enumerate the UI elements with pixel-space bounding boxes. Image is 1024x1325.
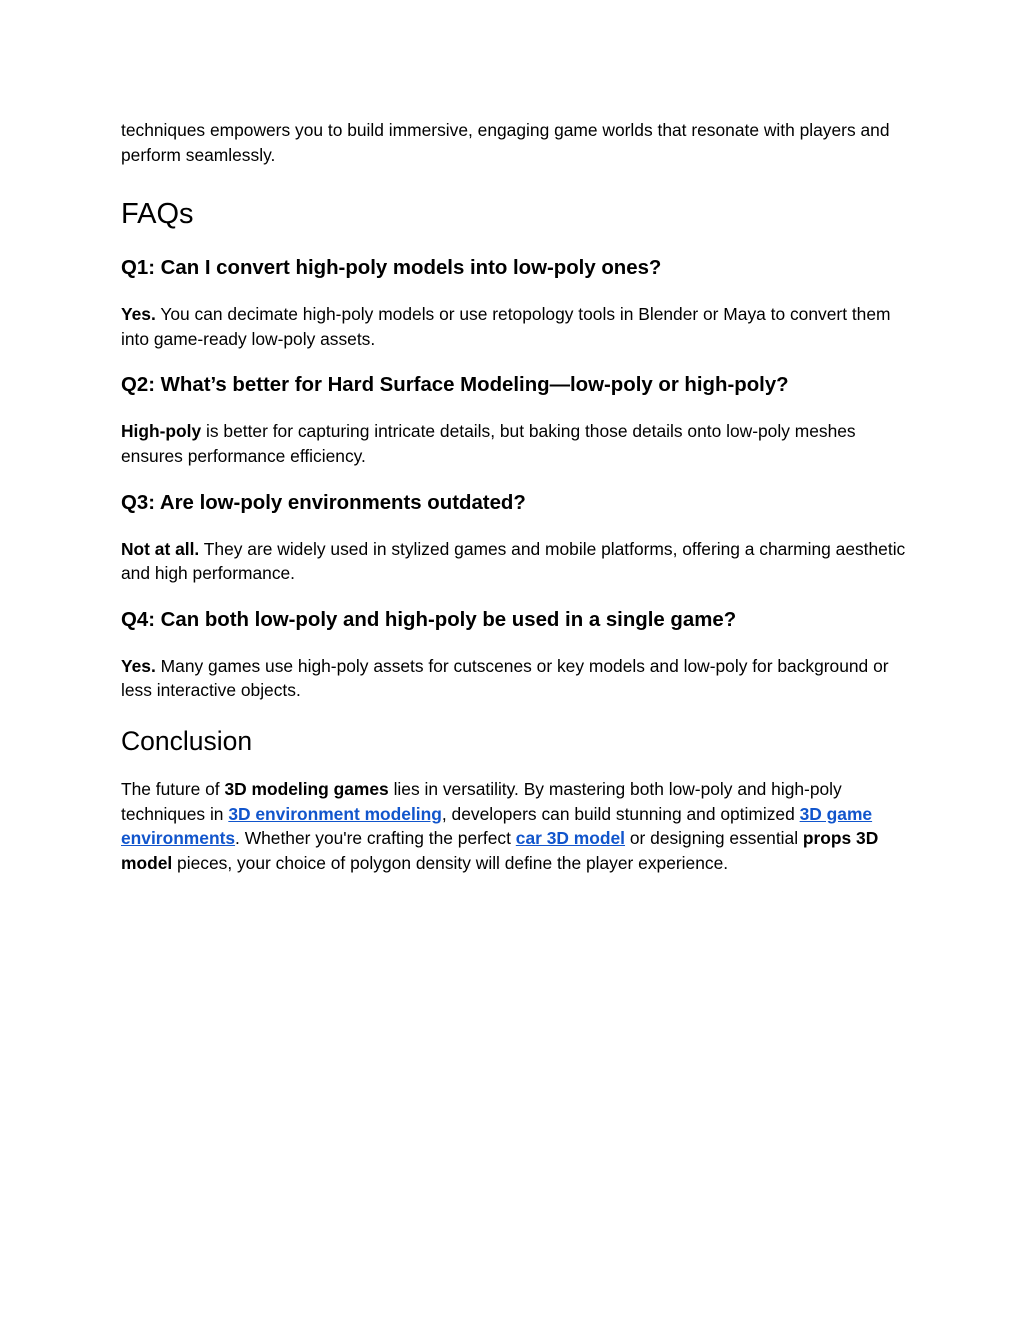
faq-answer-3-text: They are widely used in stylized games and mobile platforms, offering a charming aesthetic and high performance.	[121, 538, 906, 584]
faq-answer-4-text: Many games use high-poly assets for cutscenes or key models and low-poly for background or less interactive objects.	[121, 655, 889, 701]
conclusion-text-5: or designing essential	[625, 828, 803, 849]
faq-question-1: Q1: Can I convert high-poly models into low-poly ones?	[121, 257, 662, 280]
faq-question-3: Q3: Are low-poly environments outdated?	[121, 491, 526, 514]
link-3d-game-environments[interactable]: 3D game environments	[121, 803, 873, 849]
conclusion-bold-3d-modeling-games: 3D modeling games	[224, 778, 389, 799]
document-page	[121, 118, 911, 875]
faq-answer-3-lead: Not at all.	[121, 538, 200, 559]
faq-answer-1	[121, 302, 911, 351]
faq-question-2: Q2: What’s better for Hard Surface Modeling—low-poly or high-poly?	[121, 374, 789, 397]
faq-answer-2-lead: High-poly	[121, 421, 202, 442]
faq-answer-1-text: You can decimate high-poly models or use retopology tools in Blender or Maya to convert them into game-ready low-poly assets.	[121, 304, 891, 349]
link-car-3d-model[interactable]: car 3D model	[515, 828, 626, 849]
link-3d-environment-modeling[interactable]: 3D environment modeling	[228, 803, 442, 824]
faq-answer-4	[121, 654, 911, 703]
faq-answer-2	[121, 419, 911, 468]
conclusion-text-1: The future of	[121, 778, 225, 799]
faq-answer-1-lead: Yes.	[121, 304, 156, 325]
faq-answer-2-text: is better for capturing intricate details, but baking those details onto low-poly meshes ensures performance efficiency.	[121, 421, 856, 466]
conclusion-bold-props-3d-model: props 3D model	[121, 828, 879, 873]
conclusion-text-2: lies in versatility. By mastering both low-poly and high-poly techniques in	[121, 778, 842, 824]
conclusion-text-6: pieces, your choice of polygon density will define the player experience.	[172, 852, 729, 873]
conclusion-text-3: , developers can build stunning and optimized	[441, 803, 800, 824]
intro-paragraph: techniques empowers you to build immersive, engaging game worlds that resonate with players and perform seamlessly.	[121, 120, 890, 165]
conclusion-paragraph	[121, 777, 911, 875]
faq-answer-4-lead: Yes.	[121, 655, 156, 676]
conclusion-heading: Conclusion	[121, 725, 253, 756]
faq-answer-3	[121, 537, 911, 586]
faqs-heading: FAQs	[121, 198, 194, 231]
faq-question-4: Q4: Can both low-poly and high-poly be used in a single game?	[121, 608, 737, 631]
conclusion-text-4: . Whether you're crafting the perfect	[235, 828, 516, 849]
